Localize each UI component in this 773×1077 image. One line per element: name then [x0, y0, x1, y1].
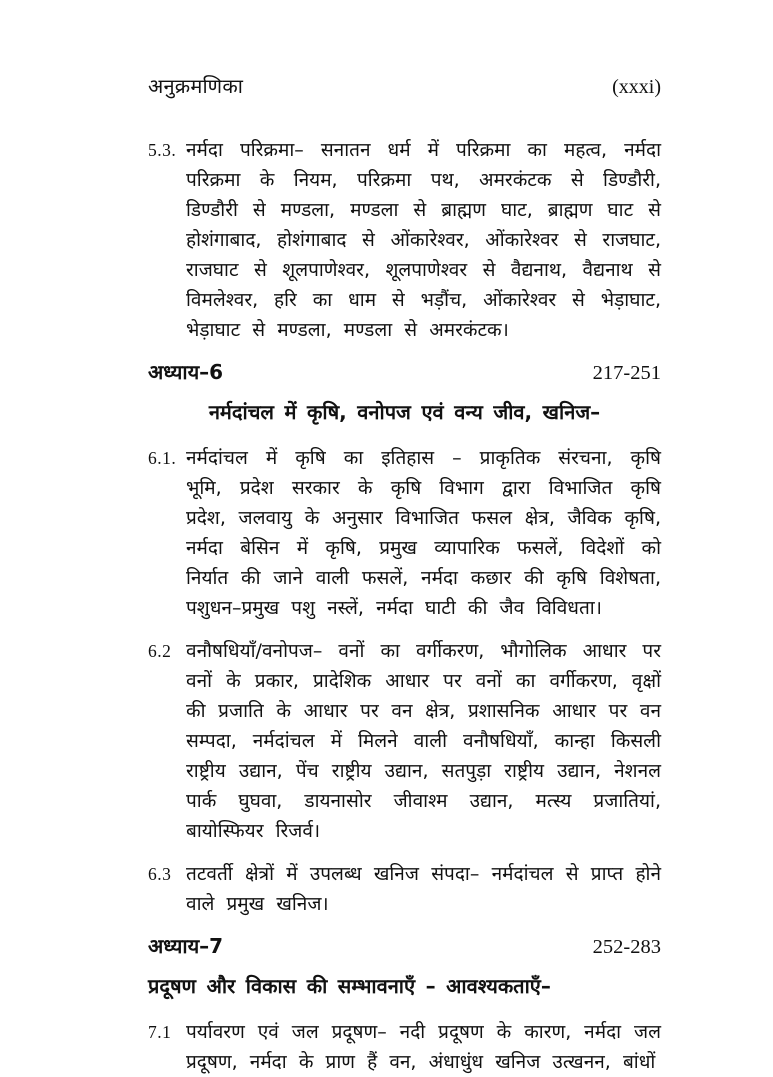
page-header	[148, 72, 661, 99]
chapter-7-title: प्रदूषण और विकास की सम्भावनाएँ – आवश्यकताएँ–	[148, 974, 551, 998]
page-header-title: अनुक्रमणिका	[148, 74, 244, 98]
toc-entry-number: 7.1	[148, 1022, 172, 1042]
toc-entry-text: नर्मदा परिक्रमा– सनातन धर्म में परिक्रमा का महत्व, नर्मदा परिक्रमा के नियम, परिक्रमा पथ, अमरकंटक से डिण्डौरी, डिण्डौरी से मण्डला, मण्डला से ब्राह्मण घाट, ब्राह्मण घाट से होशंगाबाद, होशंगाबाद से ओंकारेश्वर, ओंकारेश्वर से राजघाट, राजघाट से शूलपाणेश्वर, शूलपाणेश्वर से वैद्यनाथ, वैद्यनाथ से विमलेश्वर, हरि का धाम से भड़ौंच, ओंकारेश्वर से भेड़ाघाट, भेड़ाघाट से मण्डला, मण्डला से अमरकंटक।	[186, 139, 661, 341]
toc-entry-number: 6.1.	[148, 448, 177, 468]
chapter-7-row	[148, 932, 661, 959]
toc-entry-text: पर्यावरण एवं जल प्रदूषण– नदी प्रदूषण के कारण, नर्मदा जल प्रदूषण, नर्मदा के प्राण हैं वन, अंधाधुंध खनिज उत्खनन, बांधों	[186, 1021, 661, 1073]
toc-entry-6-2	[148, 636, 661, 846]
toc-entry-text: तटवर्ती क्षेत्रों में उपलब्ध खनिज संपदा– नर्मदांचल से प्राप्त होने वाले प्रमुख खनिज।	[186, 863, 661, 915]
chapter-6-label: अध्याय–6	[148, 360, 224, 384]
toc-entry-text: नर्मदांचल में कृषि का इतिहास – प्राकृतिक संरचना, कृषि भूमि, प्रदेश सरकार के कृषि विभाग द्वारा विभाजित कृषि प्रदेश, जलवायु के अनुसार विभाजित फसल क्षेत्र, जैविक कृषि, नर्मदा बेसिन में कृषि, प्रमुख व्यापारिक फसलें, विदेशों को निर्यात की जाने वाली फसलें, नर्मदा कछार की कृषि विशेषता, पशुधन–प्रमुख पशु नस्लें, नर्मदा घाटी की जैव विविधता।	[186, 447, 661, 619]
toc-entry-6-3	[148, 859, 661, 919]
page-number: (xxxi)	[612, 76, 661, 98]
toc-entry-text: वनौषधियाँ/वनोपज– वनों का वर्गीकरण, भौगोलिक आधार पर वनों के प्रकार, प्रादेशिक आधार पर वनों का वर्गीकरण, वृक्षों की प्रजाति के आधार पर वन क्षेत्र, प्रशासनिक आधार पर वन सम्पदा, नर्मदांचल में मिलने वाली वनौषधियाँ, कान्हा किसली राष्ट्रीय उद्यान, पेंच राष्ट्रीय उद्यान, सतपुड़ा राष्ट्रीय उद्यान, नेशनल पार्क घुघवा, डायनासोर जीवाश्म उद्यान, मत्स्य प्रजातियां, बायोस्फियर रिजर्व।	[186, 640, 661, 842]
toc-entry-number: 6.2	[148, 641, 172, 661]
toc-entry-number: 6.3	[148, 864, 172, 884]
chapter-6-title: नर्मदांचल में कृषि, वनोपज एवं वन्य जीव, खनिज–	[208, 400, 601, 424]
toc-entry-7-1	[148, 1017, 661, 1077]
chapter-7-page-range: 252-283	[592, 936, 661, 958]
chapter-6-page-range: 217-251	[592, 362, 661, 384]
chapter-7-label: अध्याय–7	[148, 934, 224, 958]
toc-entry-number: 5.3.	[148, 140, 177, 160]
toc-entry-6-1	[148, 443, 661, 623]
toc-entry-5-3	[148, 135, 661, 345]
chapter-6-row	[148, 358, 661, 385]
